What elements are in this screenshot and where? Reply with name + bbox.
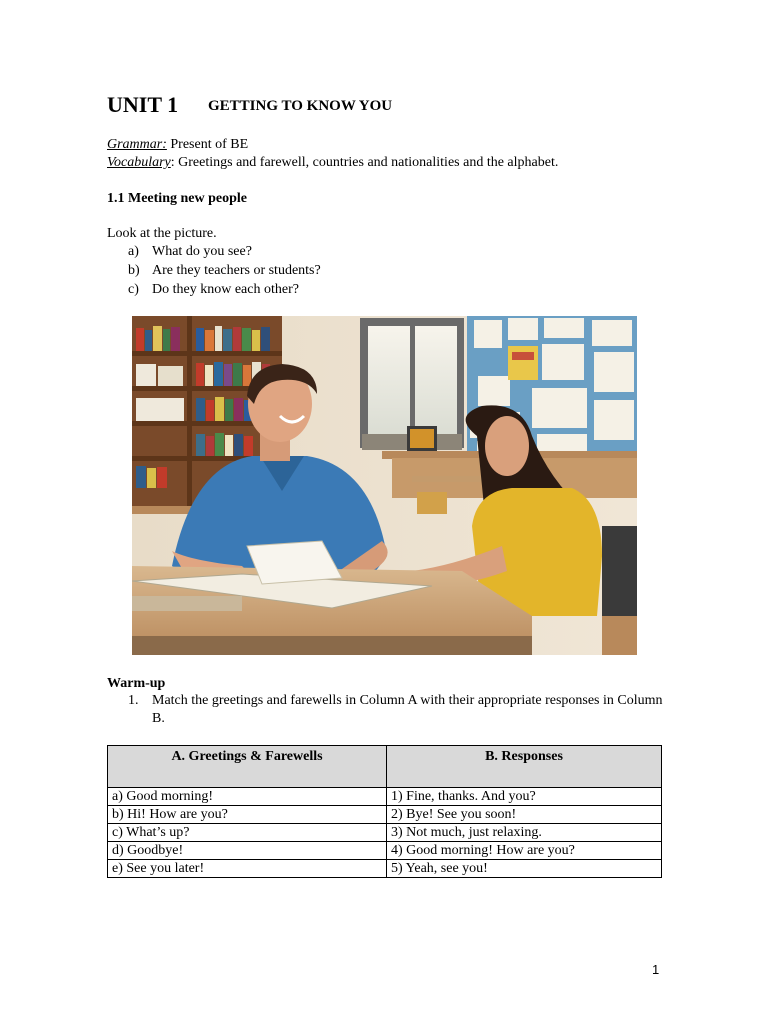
table-row xyxy=(108,860,662,878)
table-row xyxy=(108,824,662,842)
column-a-header: A. Greetings & Farewells xyxy=(108,746,387,788)
table-cell: 5) Yeah, see you! xyxy=(387,860,662,878)
list-item: b) Are they teachers or students? xyxy=(128,263,321,278)
vocabulary-line xyxy=(107,155,558,171)
question-list xyxy=(128,242,321,299)
vocabulary-text: : Greetings and farewell, countries and nationalities and the alphabet. xyxy=(170,155,559,170)
table-cell: 3) Not much, just relaxing. xyxy=(387,824,662,842)
column-b-header: B. Responses xyxy=(387,746,662,788)
warmup-instruction: 1. Match the greetings and farewells in Column A with their appropriate responses in Column B. xyxy=(128,693,663,726)
classroom-photo xyxy=(132,316,637,655)
table-row xyxy=(108,788,662,806)
list-item: c) Do they know each other? xyxy=(128,282,299,297)
table-cell: 2) Bye! See you soon! xyxy=(387,806,662,824)
table-cell: 4) Good morning! How are you? xyxy=(387,842,662,860)
grammar-label: Grammar: xyxy=(107,137,167,152)
table-cell: 1) Fine, thanks. And you? xyxy=(387,788,662,806)
unit-number: UNIT 1 xyxy=(107,92,179,117)
vocabulary-label: Vocabulary xyxy=(107,155,171,170)
table-cell: e) See you later! xyxy=(108,860,387,878)
table-row xyxy=(108,842,662,860)
unit-title: GETTING TO KNOW YOU xyxy=(208,98,393,114)
table-cell: a) Good morning! xyxy=(108,788,387,806)
table-cell: b) Hi! How are you? xyxy=(108,806,387,824)
grammar-line xyxy=(107,137,248,153)
table-row xyxy=(108,806,662,824)
section-heading: 1.1 Meeting new people xyxy=(107,191,247,206)
warmup-heading: Warm-up xyxy=(107,676,166,691)
table-cell: d) Goodbye! xyxy=(108,842,387,860)
table-header-row xyxy=(108,746,662,788)
table-cell: c) What’s up? xyxy=(108,824,387,842)
grammar-text: Present of BE xyxy=(166,137,249,152)
matching-table xyxy=(107,745,662,878)
list-item: a) What do you see? xyxy=(128,244,252,259)
page-number: 1 xyxy=(652,962,660,977)
look-intro: Look at the picture. xyxy=(107,226,217,241)
